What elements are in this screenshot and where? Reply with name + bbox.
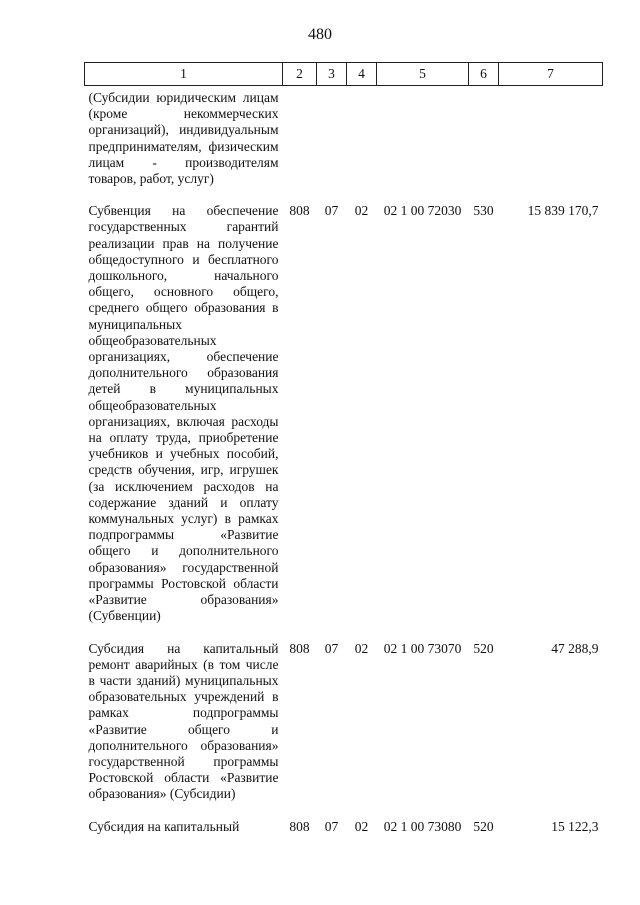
column-header: 4 — [347, 63, 377, 86]
row-subsection-code: 02 — [354, 640, 369, 656]
row-target-article: 02 1 00 73080 — [383, 818, 462, 834]
row-description: (Субсидии юридическим лицам (кроме некоммерческих организаций), индивидуальным предпринимателям, физическим лицам - производителям товаров, работ, услуг) — [88, 90, 279, 187]
row-subsection-code: 02 — [354, 203, 369, 219]
column-header: 5 — [377, 63, 469, 86]
row-section-code — [317, 86, 347, 200]
row-target-article: 02 1 00 73070 — [383, 640, 462, 656]
row-section-code: 07 — [324, 818, 339, 834]
column-header: 6 — [469, 63, 499, 86]
row-expense-type — [469, 86, 499, 200]
table-row — [85, 86, 603, 200]
column-header: 1 — [85, 63, 283, 86]
row-ministry-code: 808 — [289, 640, 310, 656]
row-section-code: 07 — [324, 640, 339, 656]
row-amount: 15 839 170,7 — [527, 203, 599, 219]
row-section-code: 07 — [324, 203, 339, 219]
row-subsection-code: 02 — [354, 818, 369, 834]
row-amount — [499, 86, 603, 200]
table-row — [85, 199, 603, 636]
row-amount: 15 122,3 — [551, 818, 599, 834]
row-subsection-code — [347, 86, 377, 200]
row-target-article: 02 1 00 72030 — [383, 203, 462, 219]
budget-table — [84, 62, 603, 835]
table-row — [85, 637, 603, 815]
row-ministry-code: 808 — [289, 203, 310, 219]
row-description: Субсидия на капитальный ремонт аварийных (в том числе в части зданий) муниципальных образовательных учреждений в рамках подпрограммы «Развитие общего и дополнительного образования» государственной программы Ростовской области «Развитие образования» (Субсидии) — [88, 640, 279, 802]
row-description: Субвенция на обеспечение государственных гарантий реализации прав на получение общедоступного и бесплатного дошкольного, начального общего, основного общего, среднего общего образования в муниципальных общеобразовательных организациях, обеспечение дополнительного образования детей в муниципальных общеобразовательных организациях, включая расходы на оплату труда, приобретение учебников и учебных пособий, средств обучения, игр, игрушек (за исключением расходов на содержание зданий и оплату коммунальных услуг) в рамках подпрограммы «Развитие общего и дополнительного образования» государственной программы Ростовской области «Развитие образования» (Субвенции) — [88, 203, 279, 624]
row-expense-type: 530 — [473, 203, 494, 219]
row-description: Субсидия на капитальный — [88, 818, 240, 834]
row-expense-type: 520 — [473, 640, 494, 656]
row-expense-type: 520 — [473, 818, 494, 834]
page-number: 480 — [308, 26, 332, 43]
table-header-row — [85, 63, 603, 86]
row-amount: 47 288,9 — [551, 640, 599, 656]
table-row — [85, 815, 603, 835]
row-ministry-code — [283, 86, 317, 200]
column-header: 2 — [283, 63, 317, 86]
column-header: 3 — [317, 63, 347, 86]
column-header: 7 — [499, 63, 603, 86]
row-ministry-code: 808 — [289, 818, 310, 834]
row-target-article — [377, 86, 469, 200]
